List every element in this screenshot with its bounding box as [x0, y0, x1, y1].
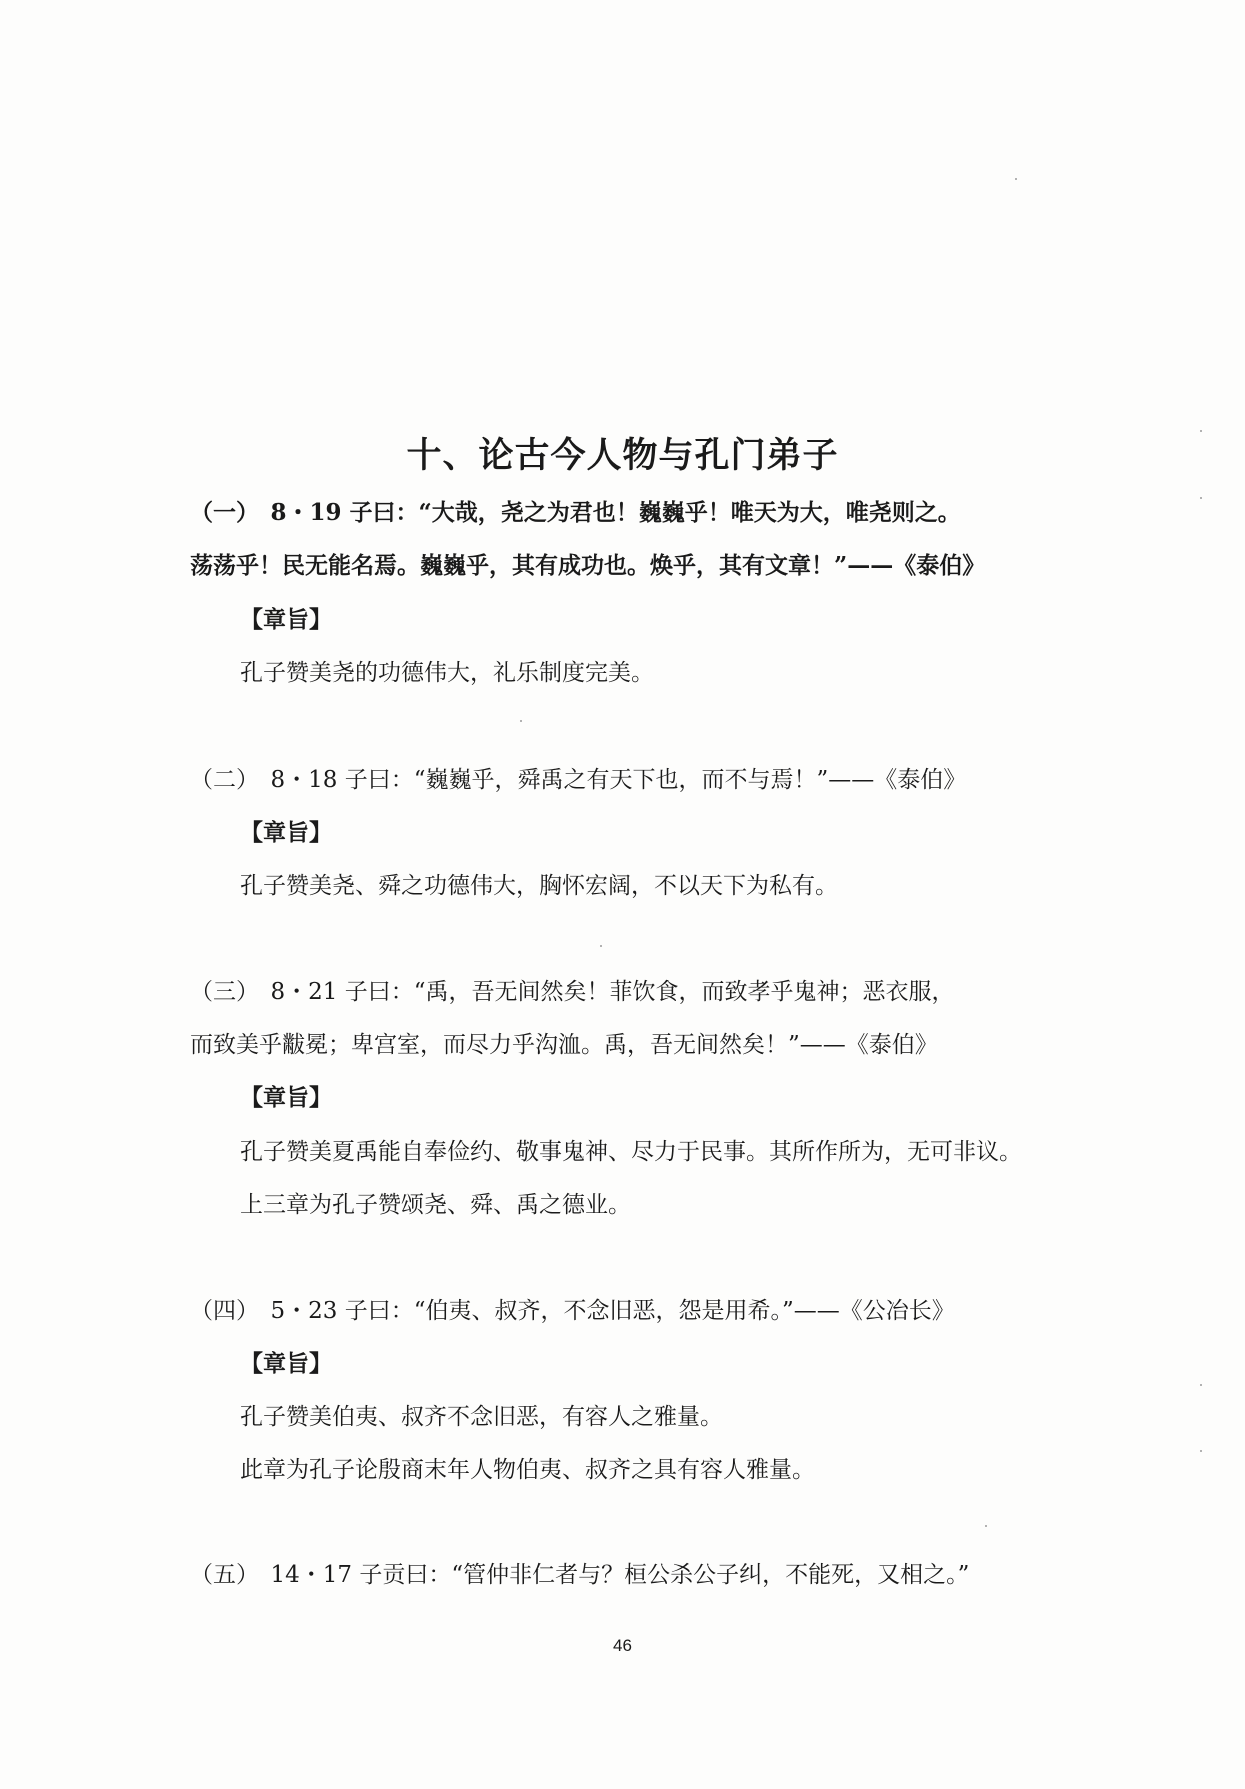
- section-4-zhangzhi-label: 【章旨】: [240, 1350, 332, 1377]
- section-2-line-1: （二） 8・18 子曰：“巍巍乎，舜禹之有天下也，而不与焉！”——《泰伯》: [190, 767, 967, 793]
- section-2-zhangzhi-label: 【章旨】: [240, 819, 332, 846]
- scan-speck: [1200, 1450, 1202, 1452]
- section-3-line-2: 而致美乎黻冕；卑宫室，而尽力乎沟洫。禹，吾无间然矣！”——《泰伯》: [190, 1032, 938, 1058]
- section-1-line-2: 荡荡乎！民无能名焉。巍巍乎，其有成功也。焕乎，其有文章！”——《泰伯》: [190, 552, 986, 579]
- section-5-line-1: （五） 14・17 子贡曰：“管仲非仁者与？桓公杀公子纠，不能死，又相之。”: [190, 1562, 970, 1588]
- section-3-line-1: （三） 8・21 子曰：“禹，吾无间然矣！菲饮食，而致孝乎鬼神；恶衣服，: [190, 979, 955, 1005]
- section-3-zhangzhi-label: 【章旨】: [240, 1084, 332, 1111]
- chapter-title: 十、论古今人物与孔门弟子: [406, 435, 839, 476]
- section-1-line-1: （一） 8・19 子曰：“大哉，尧之为君也！巍巍乎！唯天为大，唯尧则之。: [190, 499, 961, 526]
- scan-speck: [1200, 497, 1202, 499]
- scan-speck: [985, 1525, 987, 1527]
- section-4-line-1: （四） 5・23 子曰：“伯夷、叔齐，不念旧恶，怨是用希。”——《公冶长》: [190, 1298, 955, 1324]
- page-number: 46: [613, 1636, 632, 1655]
- scan-speck: [520, 720, 522, 722]
- scan-speck: [600, 945, 602, 947]
- section-1-zhangzhi-label: 【章旨】: [240, 606, 332, 633]
- section-3-note-1: 孔子赞美夏禹能自奉俭约、敬事鬼神、尽力于民事。其所作所为，无可非议。: [240, 1139, 1022, 1165]
- section-1-note-1: 孔子赞美尧的功德伟大，礼乐制度完美。: [240, 660, 654, 686]
- section-3-note-2: 上三章为孔子赞颂尧、舜、禹之德业。: [240, 1192, 631, 1218]
- section-2-note-1: 孔子赞美尧、舜之功德伟大，胸怀宏阔，不以天下为私有。: [240, 873, 838, 899]
- scan-speck: [1200, 1384, 1202, 1386]
- section-4-note-2: 此章为孔子论殷商末年人物伯夷、叔齐之具有容人雅量。: [240, 1457, 815, 1483]
- section-4-note-1: 孔子赞美伯夷、叔齐不念旧恶，有容人之雅量。: [240, 1404, 723, 1430]
- scan-speck: [1200, 430, 1202, 432]
- scan-speck: [1015, 178, 1017, 180]
